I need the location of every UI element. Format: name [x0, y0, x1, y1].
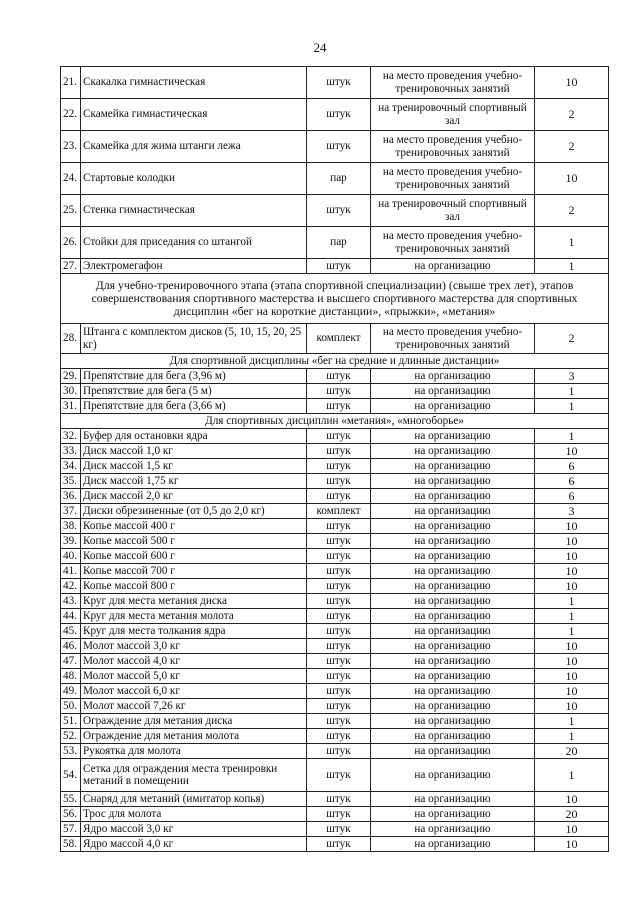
item-unit: штук [307, 609, 371, 624]
table-row [61, 459, 609, 474]
item-placement: на организацию [371, 792, 535, 807]
item-quantity: 3 [535, 504, 609, 519]
row-number: 58. [61, 837, 81, 852]
section-header-row [61, 354, 609, 369]
item-name: Снаряд для метаний (имитатор копья) [81, 792, 307, 807]
item-unit: штук [307, 792, 371, 807]
item-placement: на организацию [371, 564, 535, 579]
item-name: Скакалка гимнастическая [81, 67, 307, 99]
item-name: Диск массой 1,5 кг [81, 459, 307, 474]
item-name: Стойки для приседания со штангой [81, 227, 307, 259]
item-unit: штук [307, 729, 371, 744]
row-number: 57. [61, 822, 81, 837]
table-row [61, 822, 609, 837]
item-quantity: 10 [535, 444, 609, 459]
table-row [61, 684, 609, 699]
item-quantity: 1 [535, 624, 609, 639]
item-quantity: 10 [535, 579, 609, 594]
table-row [61, 579, 609, 594]
item-quantity: 1 [535, 399, 609, 414]
row-number: 46. [61, 639, 81, 654]
item-quantity: 2 [535, 195, 609, 227]
item-unit: штук [307, 714, 371, 729]
item-quantity: 6 [535, 489, 609, 504]
item-name: Препятствие для бега (3,96 м) [81, 369, 307, 384]
item-unit: штук [307, 429, 371, 444]
item-placement: на место проведения учебно-тренировочных занятий [371, 67, 535, 99]
item-unit: штук [307, 759, 371, 792]
item-quantity: 6 [535, 459, 609, 474]
item-quantity: 10 [535, 163, 609, 195]
row-number: 33. [61, 444, 81, 459]
item-placement: на организацию [371, 534, 535, 549]
section-header-text: Для учебно-тренировочного этапа (этапа спортивной специализации) (свыше трех лет), этапов совершенствования спортивного мастерства и высшего спортивного мастерства для спортивных дисциплин «бег на короткие дистанции», «прыжки», «метания» [61, 274, 609, 324]
item-quantity: 10 [535, 669, 609, 684]
table-row [61, 564, 609, 579]
item-placement: на место проведения учебно-тренировочных занятий [371, 163, 535, 195]
table-row [61, 609, 609, 624]
table-row [61, 429, 609, 444]
item-placement: на организацию [371, 369, 535, 384]
row-number: 43. [61, 594, 81, 609]
row-number: 56. [61, 807, 81, 822]
section-header-text: Для спортивной дисциплины «бег на средние и длинные дистанции» [61, 354, 609, 369]
row-number: 53. [61, 744, 81, 759]
row-number: 55. [61, 792, 81, 807]
row-number: 25. [61, 195, 81, 227]
item-quantity: 1 [535, 759, 609, 792]
row-number: 29. [61, 369, 81, 384]
table-row [61, 744, 609, 759]
item-unit: пар [307, 163, 371, 195]
row-number: 28. [61, 324, 81, 354]
item-unit: штук [307, 549, 371, 564]
item-name: Молот массой 7,26 кг [81, 699, 307, 714]
item-quantity: 2 [535, 324, 609, 354]
equipment-table [60, 66, 609, 852]
item-name: Трос для молота [81, 807, 307, 822]
table-row [61, 792, 609, 807]
item-unit: штук [307, 564, 371, 579]
row-number: 21. [61, 67, 81, 99]
item-quantity: 10 [535, 67, 609, 99]
row-number: 37. [61, 504, 81, 519]
item-placement: на организацию [371, 549, 535, 564]
item-name: Копье массой 800 г [81, 579, 307, 594]
item-placement: на организацию [371, 429, 535, 444]
row-number: 23. [61, 131, 81, 163]
item-name: Круг для места метания молота [81, 609, 307, 624]
item-placement: на организацию [371, 459, 535, 474]
item-name: Рукоятка для молота [81, 744, 307, 759]
section-header-row [61, 274, 609, 324]
item-unit: штук [307, 131, 371, 163]
table-row [61, 399, 609, 414]
item-placement: на организацию [371, 759, 535, 792]
item-placement: на организацию [371, 474, 535, 489]
item-unit: штук [307, 699, 371, 714]
table-row [61, 714, 609, 729]
item-name: Круг для места толкания ядра [81, 624, 307, 639]
item-quantity: 1 [535, 714, 609, 729]
item-name: Круг для места метания диска [81, 594, 307, 609]
table-row [61, 549, 609, 564]
item-quantity: 10 [535, 549, 609, 564]
table-row [61, 195, 609, 227]
item-name: Диск массой 1,75 кг [81, 474, 307, 489]
item-placement: на организацию [371, 744, 535, 759]
item-quantity: 20 [535, 807, 609, 822]
item-name: Стартовые колодки [81, 163, 307, 195]
item-quantity: 10 [535, 534, 609, 549]
item-unit: комплект [307, 504, 371, 519]
item-quantity: 10 [535, 792, 609, 807]
item-placement: на организацию [371, 399, 535, 414]
table-row [61, 807, 609, 822]
item-unit: штук [307, 459, 371, 474]
section-header-text: Для спортивных дисциплин «метания», «многоборье» [61, 414, 609, 429]
item-name: Препятствие для бега (5 м) [81, 384, 307, 399]
item-unit: штук [307, 837, 371, 852]
table-row [61, 163, 609, 195]
item-placement: на организацию [371, 519, 535, 534]
item-unit: штук [307, 399, 371, 414]
item-name: Копье массой 600 г [81, 549, 307, 564]
item-unit: штук [307, 639, 371, 654]
table-row [61, 594, 609, 609]
row-number: 41. [61, 564, 81, 579]
item-placement: на организацию [371, 714, 535, 729]
item-placement: на организацию [371, 624, 535, 639]
item-placement: на организацию [371, 729, 535, 744]
item-placement: на место проведения учебно-тренировочных занятий [371, 227, 535, 259]
item-unit: штук [307, 594, 371, 609]
item-placement: на организацию [371, 684, 535, 699]
table-row [61, 759, 609, 792]
row-number: 49. [61, 684, 81, 699]
item-name: Сетка для ограждения места тренировки метаний в помещении [81, 759, 307, 792]
item-name: Копье массой 700 г [81, 564, 307, 579]
item-name: Электромегафон [81, 259, 307, 274]
table-row [61, 654, 609, 669]
row-number: 22. [61, 99, 81, 131]
table-row [61, 639, 609, 654]
table-row [61, 669, 609, 684]
item-placement: на место проведения учебно-тренировочных занятий [371, 324, 535, 354]
item-placement: на организацию [371, 807, 535, 822]
table-row [61, 504, 609, 519]
item-name: Буфер для остановки ядра [81, 429, 307, 444]
item-placement: на организацию [371, 639, 535, 654]
row-number: 51. [61, 714, 81, 729]
item-unit: пар [307, 227, 371, 259]
section-header-row [61, 414, 609, 429]
row-number: 32. [61, 429, 81, 444]
item-unit: штук [307, 195, 371, 227]
item-name: Молот массой 3,0 кг [81, 639, 307, 654]
row-number: 27. [61, 259, 81, 274]
item-name: Диск массой 2,0 кг [81, 489, 307, 504]
item-quantity: 10 [535, 684, 609, 699]
item-placement: на организацию [371, 594, 535, 609]
item-placement: на организацию [371, 259, 535, 274]
item-quantity: 1 [535, 259, 609, 274]
item-unit: штук [307, 579, 371, 594]
row-number: 34. [61, 459, 81, 474]
item-placement: на организацию [371, 699, 535, 714]
item-placement: на место проведения учебно-тренировочных занятий [371, 131, 535, 163]
item-quantity: 1 [535, 609, 609, 624]
table-row [61, 729, 609, 744]
item-unit: штук [307, 474, 371, 489]
item-name: Копье массой 400 г [81, 519, 307, 534]
row-number: 40. [61, 549, 81, 564]
item-unit: штук [307, 624, 371, 639]
table-row [61, 444, 609, 459]
item-unit: штук [307, 489, 371, 504]
row-number: 35. [61, 474, 81, 489]
item-unit: штук [307, 369, 371, 384]
item-quantity: 1 [535, 227, 609, 259]
item-unit: штук [307, 669, 371, 684]
item-placement: на организацию [371, 654, 535, 669]
table-row [61, 259, 609, 274]
item-placement: на организацию [371, 579, 535, 594]
row-number: 52. [61, 729, 81, 744]
item-quantity: 10 [535, 837, 609, 852]
item-unit: штук [307, 67, 371, 99]
item-name: Ядро массой 4,0 кг [81, 837, 307, 852]
item-name: Диски обрезиненные (от 0,5 до 2,0 кг) [81, 504, 307, 519]
item-name: Стенка гимнастическая [81, 195, 307, 227]
row-number: 30. [61, 384, 81, 399]
item-quantity: 10 [535, 639, 609, 654]
item-unit: штук [307, 822, 371, 837]
page-number: 24 [313, 40, 327, 55]
row-number: 45. [61, 624, 81, 639]
item-unit: штук [307, 744, 371, 759]
item-name: Копье массой 500 г [81, 534, 307, 549]
item-unit: штук [307, 519, 371, 534]
table-row [61, 837, 609, 852]
row-number: 44. [61, 609, 81, 624]
row-number: 31. [61, 399, 81, 414]
item-quantity: 10 [535, 699, 609, 714]
item-unit: штук [307, 259, 371, 274]
table-row [61, 384, 609, 399]
item-quantity: 10 [535, 654, 609, 669]
row-number: 26. [61, 227, 81, 259]
item-name: Скамейка гимнастическая [81, 99, 307, 131]
item-name: Молот массой 5,0 кг [81, 669, 307, 684]
item-name: Скамейка для жима штанги лежа [81, 131, 307, 163]
row-number: 47. [61, 654, 81, 669]
table-row [61, 99, 609, 131]
item-placement: на организацию [371, 669, 535, 684]
item-unit: штук [307, 384, 371, 399]
row-number: 36. [61, 489, 81, 504]
item-unit: штук [307, 444, 371, 459]
item-unit: штук [307, 807, 371, 822]
item-name: Молот массой 4,0 кг [81, 654, 307, 669]
row-number: 50. [61, 699, 81, 714]
item-quantity: 6 [535, 474, 609, 489]
item-unit: штук [307, 684, 371, 699]
table-row [61, 67, 609, 99]
item-name: Ограждение для метания молота [81, 729, 307, 744]
row-number: 54. [61, 759, 81, 792]
table-row [61, 131, 609, 163]
item-quantity: 2 [535, 131, 609, 163]
item-quantity: 20 [535, 744, 609, 759]
item-name: Диск массой 1,0 кг [81, 444, 307, 459]
equipment-table-body [61, 67, 609, 852]
row-number: 38. [61, 519, 81, 534]
table-row [61, 699, 609, 714]
item-unit: штук [307, 654, 371, 669]
row-number: 24. [61, 163, 81, 195]
item-quantity: 3 [535, 369, 609, 384]
item-quantity: 2 [535, 99, 609, 131]
table-row [61, 534, 609, 549]
item-placement: на тренировочный спортивный зал [371, 195, 535, 227]
item-placement: на организацию [371, 822, 535, 837]
table-row [61, 519, 609, 534]
item-unit: штук [307, 99, 371, 131]
item-quantity: 1 [535, 729, 609, 744]
item-name: Штанга с комплектом дисков (5, 10, 15, 20, 25 кг) [81, 324, 307, 354]
item-placement: на тренировочный спортивный зал [371, 99, 535, 131]
table-row [61, 369, 609, 384]
item-name: Молот массой 6,0 кг [81, 684, 307, 699]
item-placement: на организацию [371, 609, 535, 624]
item-quantity: 10 [535, 822, 609, 837]
item-quantity: 10 [535, 564, 609, 579]
row-number: 39. [61, 534, 81, 549]
item-quantity: 1 [535, 429, 609, 444]
item-name: Препятствие для бега (3,66 м) [81, 399, 307, 414]
table-row [61, 227, 609, 259]
table-row [61, 624, 609, 639]
item-unit: комплект [307, 324, 371, 354]
table-row [61, 489, 609, 504]
item-quantity: 1 [535, 594, 609, 609]
item-placement: на организацию [371, 837, 535, 852]
item-placement: на организацию [371, 504, 535, 519]
item-unit: штук [307, 534, 371, 549]
row-number: 48. [61, 669, 81, 684]
row-number: 42. [61, 579, 81, 594]
item-quantity: 10 [535, 519, 609, 534]
table-row [61, 474, 609, 489]
item-name: Ограждение для метания диска [81, 714, 307, 729]
table-row [61, 324, 609, 354]
item-quantity: 1 [535, 384, 609, 399]
item-placement: на организацию [371, 444, 535, 459]
item-placement: на организацию [371, 489, 535, 504]
item-placement: на организацию [371, 384, 535, 399]
item-name: Ядро массой 3,0 кг [81, 822, 307, 837]
